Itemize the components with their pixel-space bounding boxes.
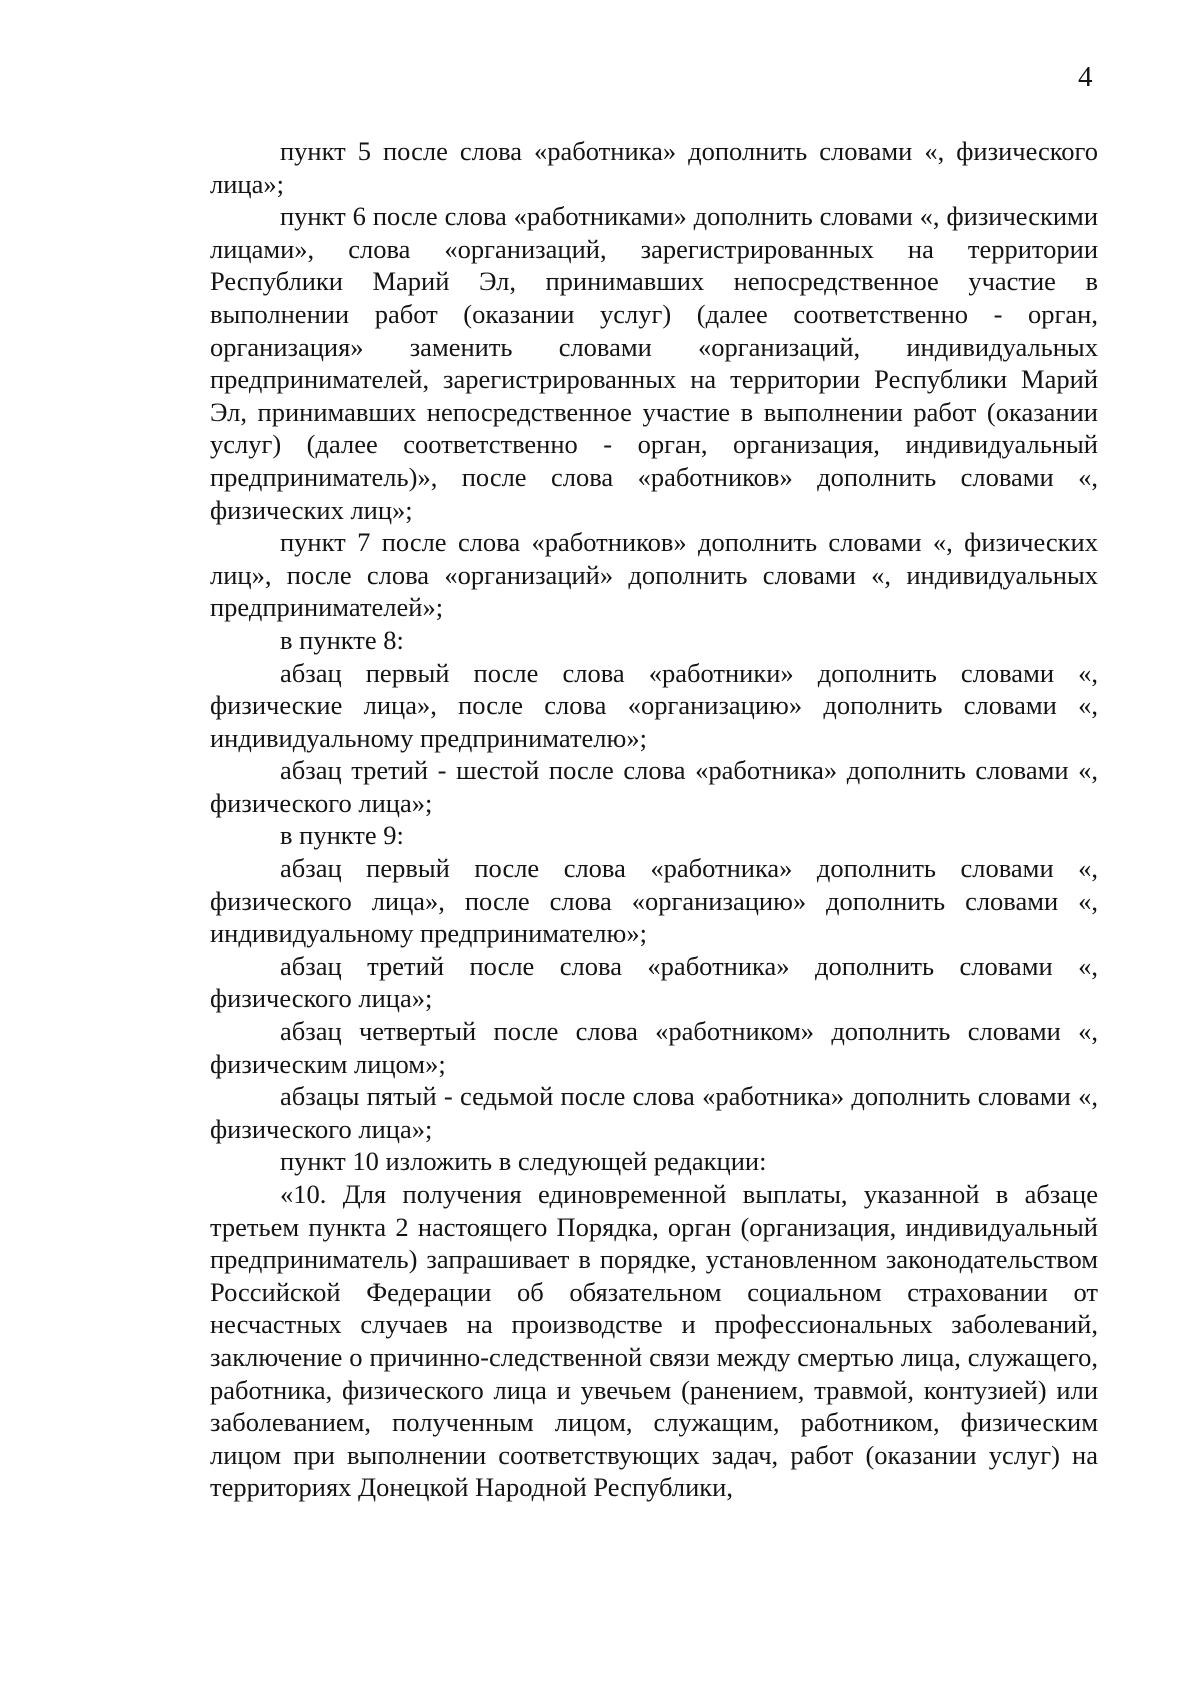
- paragraph-punkt-9-abzac-1: абзац первый после слова «работника» дополнить словами «, физического лица», после слова «организацию» дополнить словами «, индивидуальному предпринимателю»;: [210, 853, 1098, 949]
- document-body: [210, 135, 1098, 1504]
- page-number: 4: [1078, 61, 1093, 93]
- paragraph-punkt-6: пункт 6 после слова «работниками» дополнить словами «, физическими лицами», слова «организаций, зарегистрированных на территории Республики Марий Эл, принимавших непосредственное участие в выполнении работ (оказании услуг) (далее соответственно - орган, организация» заменить словами «организаций, индивидуальных предпринимателей, зарегистрированных на территории Республики Марий Эл, принимавших непосредственное участие в выполнении работ (оказании услуг) (далее соответственно - орган, организация, индивидуальный предприниматель)», после слова «работников» дополнить словами «, физических лиц»;: [210, 201, 1098, 525]
- paragraph-punkt-5: пункт 5 после слова «работника» дополнить словами «, физического лица»;: [210, 136, 1098, 199]
- paragraph-punkt-9-heading: в пункте 9:: [280, 820, 404, 851]
- paragraph-punkt-8-abzac-1: абзац первый после слова «работники» дополнить словами «, физические лица», после слова «организацию» дополнить словами «, индивидуальному предпринимателю»;: [210, 657, 1098, 753]
- paragraph-punkt-9-abzac-3: абзац третий после слова «работника» дополнить словами «, физического лица»;: [210, 950, 1098, 1014]
- paragraph-punkt-9-abzac-5-7: абзацы пятый - седьмой после слова «работника» дополнить словами «, физического лица»;: [210, 1081, 1098, 1144]
- paragraph-punkt-7: пункт 7 после слова «работников» дополнить словами «, физических лиц», после слова «организаций» дополнить словами «, индивидуальных предпринимателей»;: [210, 527, 1098, 623]
- paragraph-punkt-8-abzac-3-6: абзац третий - шестой после слова «работника» дополнить словами «, физического лица»;: [210, 755, 1098, 818]
- paragraph-punkt-10-intro: пункт 10 изложить в следующей редакции:: [280, 1146, 767, 1177]
- paragraph-punkt-9-abzac-4: абзац четвертый после слова «работником» дополнить словами «, физическим лицом»;: [210, 1016, 1098, 1079]
- paragraph-punkt-10-text: «10. Для получения единовременной выплаты, указанной в абзаце третьем пункта 2 настоящего Порядка, орган (организация, индивидуальный предприниматель) запрашивает в порядке, установленном законодательством Российской Федерации об обязательном социальном страховании от несчастных случаев на производстве и профессиональных заболеваний, заключение о причинно-следственной связи между смертью лица, служащего, работника, физического лица и увечьем (ранением, травмой, контузией) или заболеванием, полученным лицом, служащим, работником, физическим лицом при выполнении соответствующих задач, работ (оказании услуг) на территориях Донецкой Народной Республики,: [210, 1179, 1098, 1503]
- paragraph-punkt-8-heading: в пункте 8:: [280, 624, 404, 655]
